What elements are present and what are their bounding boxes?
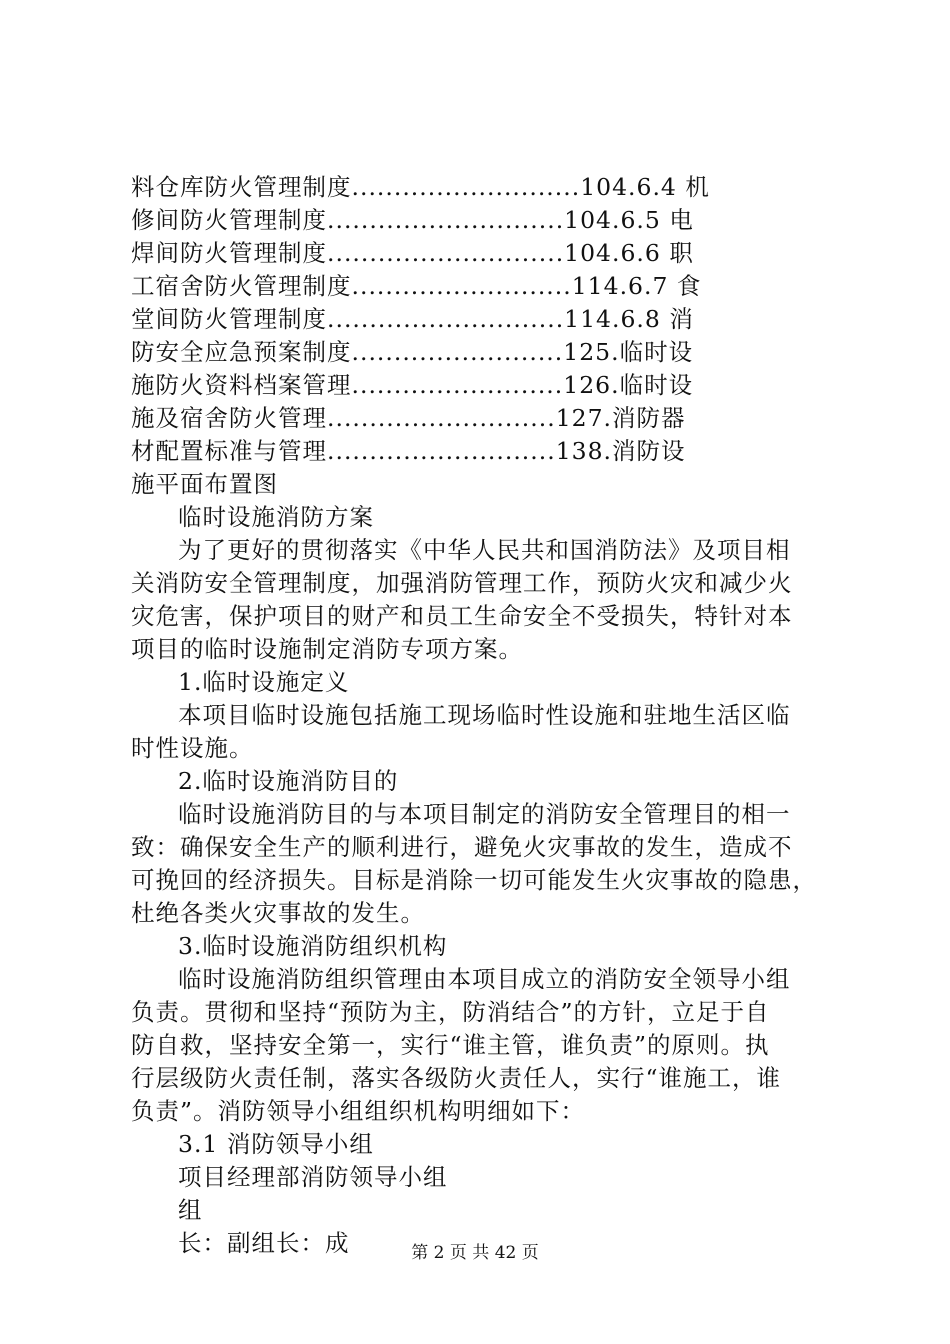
page-footer: 第 2 页 共 42 页 (411, 1243, 539, 1263)
subsection-heading: 3.1 消防领导小组 (178, 1130, 374, 1158)
toc-line: 工宿舍防火管理制度..........................114.6.7 食 (131, 272, 702, 300)
paragraph-line: 负责”。消防领导小组组织机构明细如下： (131, 1097, 586, 1125)
intro-paragraph (131, 534, 835, 666)
paragraph-line: 组 (178, 1196, 203, 1224)
section-3-body (131, 963, 835, 1128)
section-1-body (131, 699, 835, 765)
paragraph-line: 行层级防火责任制，落实各级防火责任人，实行“谁施工，谁 (131, 1064, 782, 1092)
paragraph-line: 杜绝各类火灾事故的发生。 (131, 899, 425, 927)
toc-line: 施防火资料档案管理.........................126.临时设 (131, 371, 694, 399)
table-of-contents (131, 171, 835, 501)
paragraph-line: 负责。贯彻和坚持“预防为主，防消结合”的方针，立足于自 (131, 998, 770, 1026)
paragraph-line: 长：副组长：成 (178, 1229, 350, 1257)
toc-line: 料仓库防火管理制度...........................104.6.4 机 (131, 173, 710, 201)
section-2-body (131, 798, 835, 930)
toc-line: 施及宿舍防火管理...........................127.消防器 (131, 404, 686, 432)
toc-line: 施平面布置图 (131, 470, 278, 498)
paragraph-line: 本项目临时设施包括施工现场临时性设施和驻地生活区临 (178, 701, 791, 729)
section-heading: 1.临时设施定义 (178, 668, 350, 696)
paragraph-line: 项目经理部消防领导小组 (178, 1163, 448, 1191)
toc-line: 修间防火管理制度............................104.6.5 电 (131, 206, 694, 234)
section-heading: 2.临时设施消防目的 (178, 767, 399, 795)
paragraph-line: 时性设施。 (131, 734, 254, 762)
paragraph-line: 临时设施消防目的与本项目制定的消防安全管理目的相一 (178, 800, 791, 828)
toc-line: 焊间防火管理制度............................104.6.6 职 (131, 239, 694, 267)
paragraph-line: 关消防安全管理制度，加强消防管理工作，预防火灾和减少火 (131, 569, 793, 597)
paragraph-line: 临时设施消防组织管理由本项目成立的消防安全领导小组 (178, 965, 791, 993)
paragraph-line: 为了更好的贯彻落实《中华人民共和国消防法》及项目相 (178, 536, 791, 564)
paragraph-line: 防自救，坚持安全第一，实行“谁主管，谁负责”的原则。执 (131, 1031, 770, 1059)
paragraph-line: 致：确保安全生产的顺利进行，避免火灾事故的发生，造成不 (131, 833, 793, 861)
paragraph-line: 可挽回的经济损失。目标是消除一切可能发生火灾事故的隐患， (131, 866, 817, 894)
toc-line: 材配置标准与管理...........................138.消防设 (131, 437, 686, 465)
document-title: 临时设施消防方案 (178, 503, 374, 531)
toc-line: 堂间防火管理制度............................114.6.8 消 (131, 305, 694, 333)
paragraph-line: 灾危害，保护项目的财产和员工生命安全不受损失，特针对本 (131, 602, 793, 630)
section-heading: 3.临时设施消防组织机构 (178, 932, 448, 960)
toc-line: 防安全应急预案制度.........................125.临时设 (131, 338, 694, 366)
page-content (131, 171, 835, 1260)
paragraph-line: 项目的临时设施制定消防专项方案。 (131, 635, 523, 663)
